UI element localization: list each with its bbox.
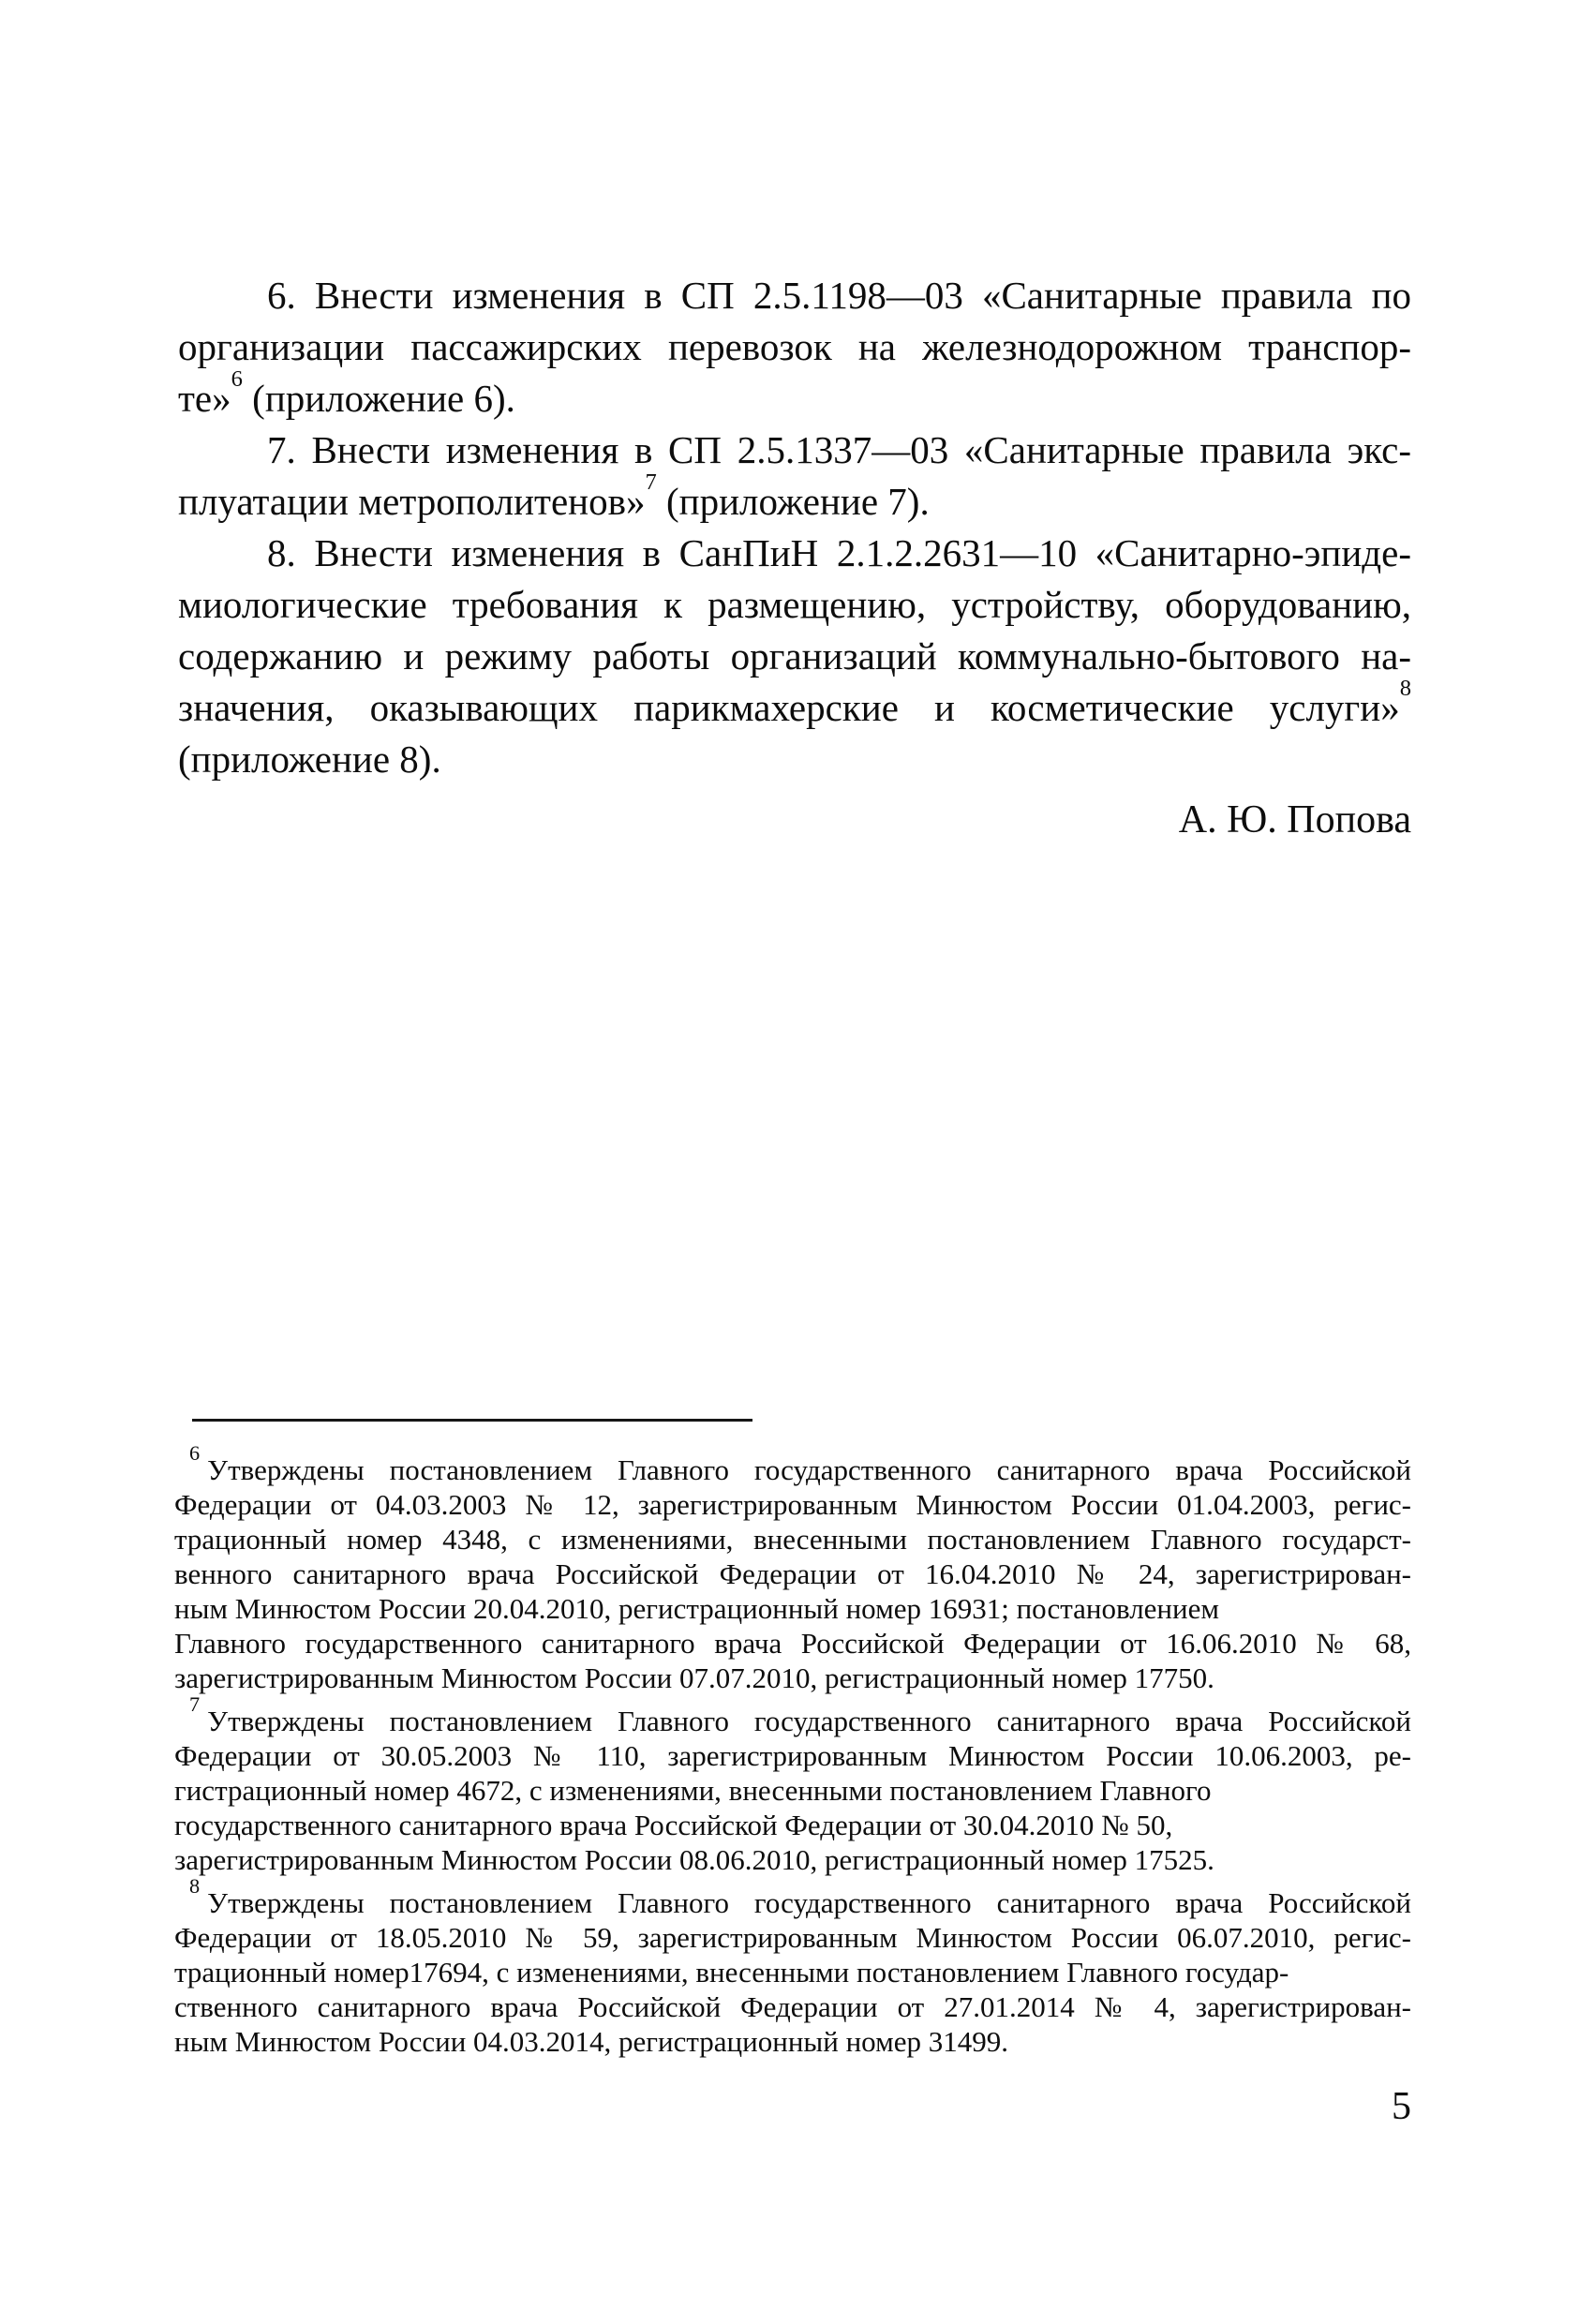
body-line: (приложение 8). [178,737,441,781]
body-text: (приложение 7). [656,480,930,523]
footnote-line: Федерации от 18.05.2010 № 59, зарегистрированным Минюстом России 06.07.2010, регис- [174,1921,1411,1954]
footnote-line [174,1440,1411,1487]
signature-name: А. Ю. Попова [1178,798,1411,842]
footnote-separator [192,1419,752,1422]
footnote-line: государственного санитарного врача Российской Федерации от 30.04.2010 № 50, [174,1809,1173,1841]
footnote-line [174,1691,1411,1738]
body-text: значения, оказывающих парикмахерские и косметические услуги» [178,686,1400,729]
paragraph-8 [178,528,1411,785]
body-line: 8. Внести изменения в СанПиН 2.1.2.2631—10 «Санитарно-эпиде- [267,531,1411,574]
footnote-line [174,1873,1411,1920]
body-line: организации пассажирских перевозок на железнодорожном транспор- [178,325,1411,368]
footnote-ref-6: 6 [231,366,243,393]
footnote-marker-7: 7 [189,1691,201,1716]
footnote-line: трационный номер17694, с изменениями, внесенными постановлением Главного государ- [174,1956,1289,1989]
footnote-marker-8: 8 [189,1873,201,1898]
body-line [178,366,1411,425]
body-text: плуатации метрополитенов» [178,480,646,523]
footnote-line: Федерации от 04.03.2003 № 12, зарегистрированным Минюстом России 01.04.2003, регис- [174,1488,1411,1521]
paragraph-7 [178,425,1411,528]
page-number: 5 [1392,2085,1411,2128]
footnote-text: Утверждены постановлением Главного государственного санитарного врача Российской [207,1886,1411,1919]
footnote-text: Утверждены постановлением Главного государственного санитарного врача Российской [207,1453,1411,1486]
footnote-line: Федерации от 30.05.2003 № 110, зарегистрированным Минюстом России 10.06.2003, ре- [174,1739,1411,1772]
footnote-line: зарегистрированным Минюстом России 08.06.2010, регистрационный номер 17525. [174,1843,1214,1876]
footnote-ref-8: 8 [1399,676,1411,702]
body-line [178,469,1411,528]
footnote-line: гистрационный номер 4672, с изменениями, внесенными постановлением Главного [174,1774,1212,1807]
footnotes-block [174,1440,1411,2059]
body-line: миологические требования к размещению, устройству, оборудованию, [178,583,1411,626]
footnote-7 [174,1691,1411,1877]
footnote-text: Утверждены постановлением Главного государственного санитарного врача Российской [207,1705,1411,1737]
body-text: (приложение 6). [242,377,515,420]
footnote-line: трационный номер 4348, с изменениями, внесенными постановлением Главного государст- [174,1523,1411,1556]
footnote-6 [174,1440,1411,1695]
footnote-marker-6: 6 [189,1440,201,1465]
body-text: те» [178,377,231,420]
body-line: содержанию и режиму работы организаций коммунально-бытового на- [178,634,1411,678]
footnote-line: ным Минюстом России 20.04.2010, регистрационный номер 16931; постановлением [174,1592,1219,1625]
body-line [178,676,1411,734]
footnote-line: Главного государственного санитарного врача Российской Федерации от 16.06.2010 № 68, [174,1627,1411,1660]
footnote-line: ственного санитарного врача Российской Федерации от 27.01.2014 № 4, зарегистрирован- [174,1990,1411,2023]
body-line: 6. Внести изменения в СП 2.5.1198—03 «Санитарные правила по [267,274,1411,317]
footnote-line: зарегистрированным Минюстом России 07.07.2010, регистрационный номер 17750. [174,1661,1214,1694]
footnote-line: ным Минюстом России 04.03.2014, регистрационный номер 31499. [174,2025,1008,2058]
paragraph-6 [178,270,1411,425]
footnote-ref-7: 7 [645,469,657,496]
body-line: 7. Внести изменения в СП 2.5.1337—03 «Санитарные правила экс- [267,428,1411,471]
footnote-line: венного санитарного врача Российской Федерации от 16.04.2010 № 24, зарегистрирован- [174,1557,1411,1590]
document-body [178,270,1411,785]
footnote-8 [174,1873,1411,2059]
